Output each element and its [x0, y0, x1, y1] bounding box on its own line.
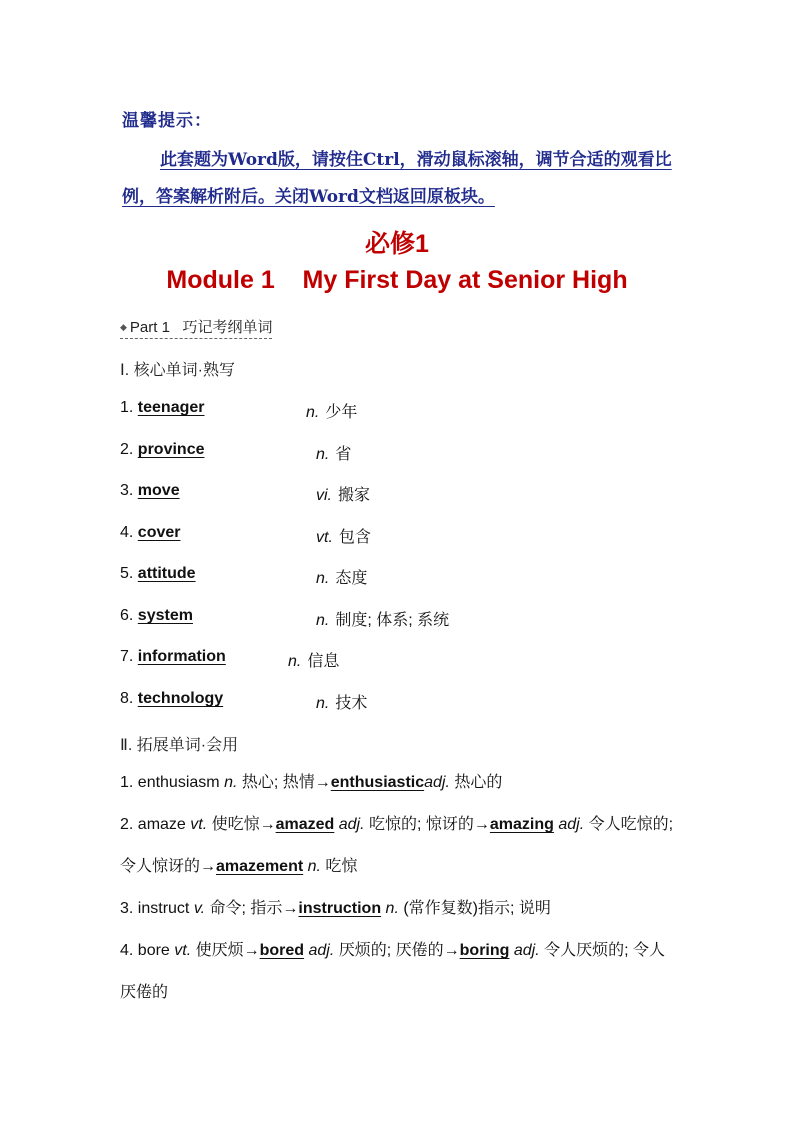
- item-number: 5.: [120, 565, 134, 582]
- vocab-word: attitude: [137, 565, 196, 582]
- vocab-row: [120, 399, 358, 421]
- vocab-meaning: [316, 565, 367, 588]
- part-of-speech: n.: [316, 612, 330, 629]
- vocab-word: teenager: [137, 399, 205, 416]
- answer-word: amazed: [275, 816, 335, 833]
- derivation-item: [120, 888, 680, 930]
- part-of-speech: vt.: [174, 942, 192, 959]
- vocab-meaning: [316, 607, 449, 630]
- part-of-speech: vt.: [190, 816, 208, 833]
- vocab-word: cover: [137, 524, 181, 541]
- definition: 少年: [325, 404, 358, 421]
- part-of-speech: adj.: [424, 774, 450, 791]
- vocab-meaning: [288, 648, 339, 671]
- part-of-speech: n.: [316, 446, 330, 463]
- text: (常作复数)指示; 说明: [398, 900, 551, 917]
- answer-word: amazement: [216, 858, 304, 875]
- vocab-meaning: [316, 690, 367, 713]
- vocab-row: [120, 607, 450, 629]
- vocab-row: [120, 441, 352, 463]
- text: 吃惊: [320, 858, 358, 875]
- part-of-speech: n.: [316, 695, 330, 712]
- answer-word: amazing: [489, 816, 554, 833]
- text: 热心的: [449, 774, 503, 791]
- part-of-speech: n.: [316, 570, 330, 587]
- item-number: 3.: [120, 482, 134, 499]
- text: 4. bore: [120, 942, 175, 959]
- derivation-item: [120, 930, 680, 1014]
- tip-text: 此套题为Word版，请按住Ctrl，滑动鼠标滚轴，调节合适的观看比例，答案解析附后。关闭Word文档返回原板块。: [122, 150, 672, 207]
- definition: 制度; 体系; 系统: [335, 612, 450, 629]
- vocab-row: [120, 524, 371, 546]
- vocab-word: technology: [137, 690, 224, 707]
- item-number: 4.: [120, 524, 134, 541]
- text: 使厌烦→: [191, 942, 260, 959]
- tip-body: [122, 142, 678, 216]
- vocab-row: [120, 648, 340, 670]
- part-of-speech: vt.: [316, 529, 333, 546]
- section-1-title: Ⅰ. 核心单词·熟写: [120, 362, 235, 379]
- text: 1. enthusiasm: [120, 774, 225, 791]
- part-of-speech: vi.: [316, 487, 332, 504]
- vocab-word: move: [137, 482, 180, 499]
- vocab-row: [120, 565, 368, 587]
- text: 吃惊的; 惊讶的→: [364, 816, 490, 833]
- answer-word: bored: [259, 942, 305, 959]
- text: 3. instruct: [120, 900, 194, 917]
- part-label: Part 1 巧记考纲单词: [129, 319, 273, 336]
- section-2-title: Ⅱ. 拓展单词·会用: [120, 737, 239, 754]
- vocab-word: province: [137, 441, 205, 458]
- part-of-speech: n.: [224, 774, 238, 791]
- vocab-meaning: [316, 441, 351, 464]
- definition: 省: [335, 446, 352, 463]
- vocab-meaning: [316, 524, 371, 547]
- text: 命令; 指示→: [205, 900, 299, 917]
- part-of-speech: v.: [193, 900, 206, 917]
- vocab-meaning: [316, 482, 370, 505]
- answer-word: instruction: [298, 900, 382, 917]
- text: 2. amaze: [120, 816, 191, 833]
- definition: 搬家: [338, 487, 371, 504]
- part-heading: [120, 316, 272, 339]
- text: 热心; 热情→: [237, 774, 331, 791]
- derivation-item: [120, 804, 680, 888]
- definition: 包含: [338, 529, 371, 546]
- definition: 信息: [307, 653, 340, 670]
- answer-word: enthusiastic: [330, 774, 425, 791]
- vocab-word: information: [137, 648, 226, 665]
- part-of-speech: n.: [303, 858, 321, 875]
- part-of-speech: adj.: [334, 816, 365, 833]
- text: 令人厌烦的; 令人厌倦的: [120, 942, 666, 1001]
- part-of-speech: n.: [306, 404, 320, 421]
- vocab-row: [120, 690, 368, 712]
- item-number: 7.: [120, 648, 134, 665]
- book-heading: 必修1: [365, 230, 429, 258]
- item-number: 1.: [120, 399, 134, 416]
- item-number: 8.: [120, 690, 134, 707]
- tip-title: 温馨提示：: [122, 111, 212, 131]
- definition: 态度: [335, 570, 368, 587]
- part-of-speech: n.: [288, 653, 302, 670]
- vocab-row: [120, 482, 371, 504]
- diamond-icon: ◆: [120, 322, 127, 332]
- module-heading: Module 1 My First Day at Senior High: [166, 266, 628, 294]
- part-of-speech: adj.: [304, 942, 335, 959]
- item-number: 2.: [120, 441, 134, 458]
- answer-word: boring: [459, 942, 510, 959]
- derivation-item: [120, 762, 680, 804]
- part-of-speech: n.: [381, 900, 399, 917]
- text: 令人吃惊的; 令人惊讶的→: [120, 816, 674, 875]
- definition: 技术: [335, 695, 368, 712]
- part-of-speech: adj.: [553, 816, 585, 833]
- vocab-meaning: [306, 399, 357, 422]
- text: 厌烦的; 厌倦的→: [334, 942, 460, 959]
- item-number: 6.: [120, 607, 134, 624]
- text: 使吃惊→: [207, 816, 276, 833]
- part-of-speech: adj.: [509, 942, 540, 959]
- vocab-word: system: [137, 607, 193, 624]
